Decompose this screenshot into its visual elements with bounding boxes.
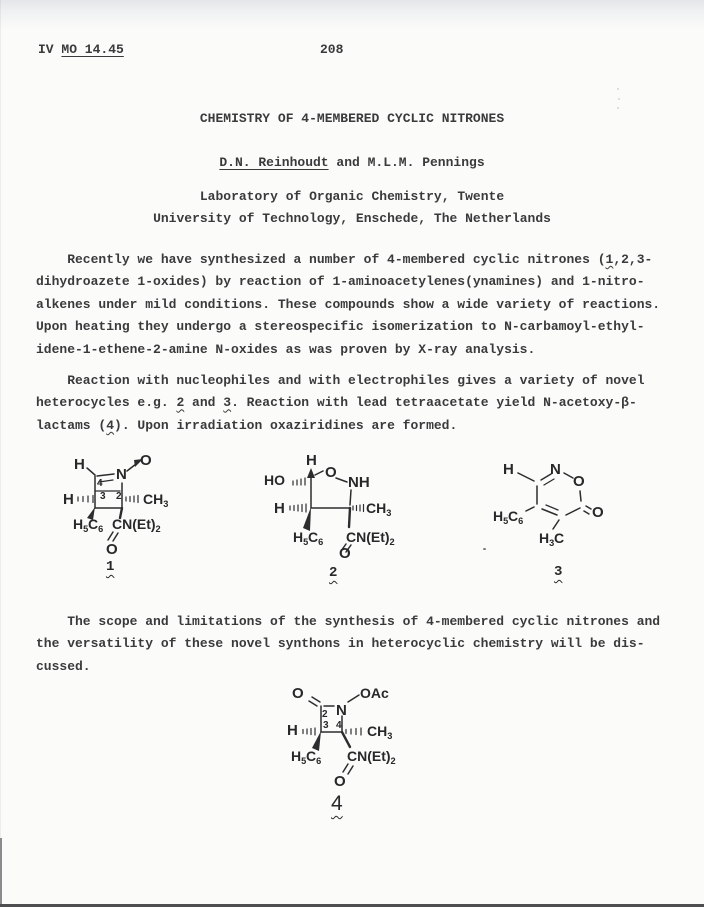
tilde-marked-number: 4 [106,417,115,433]
abstract-title: CHEMISTRY OF 4-MEMBERED CYCLIC NITRONES [199,111,505,126]
atom-label-carbonyl-o: O [106,541,118,558]
atom-label-nh: NH [348,474,370,491]
atom-label-n: N [336,702,347,719]
text-line: dihydroazete 1-oxides) by reaction of 1-aminoacetylenes(ynamines) and 1-nitro- [36,274,645,290]
ring-position-4: 4 [336,720,342,731]
compound-number-2 [329,566,337,581]
text-line: Reaction with nucleophiles and with electrophiles gives a variety of novel [36,373,645,388]
substituent-hydroxyl: HO [264,472,285,488]
text-line: idene-1-ethene-2-amine N-oxides as was proven by X-ray analysis. [36,341,536,357]
substituent-methyl: $CH_3$ [367,723,393,741]
atom-label-h: H [74,456,85,473]
scan-edge-left-bottom [0,838,2,907]
atom-label-carbonyl-o: O [339,545,351,562]
substituent-methyl: $H_3C$ [539,530,565,548]
paragraph-1 [36,249,660,361]
atom-label-h: H [503,461,514,478]
structure-4 [268,686,458,831]
page-header [0,42,704,102]
author-coauthors: and M.L.M. Pennings [328,155,485,170]
tilde-marked-number: 1 [605,252,614,267]
substituent-phenyl: $H_5C_6$ [73,516,103,534]
substituent-amide: $CN(Et)_2$ [112,516,161,534]
scan-speck [618,98,620,100]
tilde-marked-number: 2 [329,565,338,581]
author-presenting: D.N. Reinhoudt [219,155,329,170]
text-line: cussed. [36,658,91,674]
substituent-phenyl: $H_5C_6$ [291,748,321,766]
substituent-phenyl: $H_5C_6$ [493,508,523,526]
text-line: alkenes under mild conditions. These compounds show a wide variety of reactions. [36,296,661,312]
session-roman: IV [38,42,62,57]
compound-number-1 [106,560,114,575]
atom-label-ring-o: O [573,473,585,490]
page-number: 208 [320,42,344,57]
authors-line [0,155,704,170]
session-number: MO 14.45 [61,42,124,57]
text-line: heterocycles e.g. 2 and 3. Reaction with lead tetraacetate yield N-acetoxy-β- [36,395,637,411]
ring-position-3: 3 [323,720,329,731]
tilde-marked-number: 2 [176,395,185,411]
compound-number-3 [554,565,562,580]
ring-position-2: 2 [116,491,122,502]
substituent-amide: $CN(Et)_2$ [346,529,395,547]
structure-1 [50,448,240,588]
atom-label-ring-o: O [325,464,337,481]
atom-label-h-c4: H [274,500,285,517]
structure-2-bonds [262,445,447,585]
substituent-oac: OAc [360,685,389,701]
text-line: Laboratory of Organic Chemistry, Twente [199,189,505,204]
atom-label-carbonyl-o: O [334,773,346,790]
scan-speck [483,548,486,550]
substituent-phenyl: $H_5C_6$ [293,529,323,547]
compound-number-4 [331,792,343,815]
atom-label-n: N [116,466,127,483]
text-line: The scope and limitations of the synthesis of 4-membered cyclic nitrones and [36,614,661,629]
session-code [38,42,124,57]
ring-position-2: 2 [322,709,328,720]
structure-2 [262,445,447,585]
atom-label-h: H [306,452,317,469]
tilde-marked-number: 1 [106,559,115,575]
scan-speck [617,107,619,109]
substituent-methyl: $CH_3$ [143,491,169,509]
ring-position-4: 4 [97,478,103,489]
substituent-amide: $CN(Et)_2$ [347,748,396,766]
text-line: lactams (4). Upon irradiation oxaziridines are formed. [36,417,458,433]
substituent-methyl: $CH_3$ [366,500,392,518]
scan-edge-left [0,0,1,907]
atom-label-h-c3: H [63,491,74,508]
text-line: University of Technology, Enschede, The Netherlands [153,211,551,227]
ring-position-3: 3 [100,491,106,502]
text-line: Recently we have synthesized a number of 4-membered cyclic nitrones (1,2,3- [36,252,653,267]
paragraph-2 [36,370,645,437]
atom-label-h-c3: H [287,722,298,739]
atom-label-carbonyl-o-top: O [292,685,304,702]
text-line: Upon heating they undergo a stereospecific isomerization to N-carbamoyl-ethyl- [36,319,645,335]
tilde-marked-number: 3 [223,395,232,411]
atom-label-oxide-o: O [140,452,152,469]
atom-label-carbonyl-o: O [592,504,604,521]
affiliation [0,186,704,231]
tilde-marked-number: 3 [554,564,563,580]
tilde-marked-number: 4 [331,792,343,815]
paragraph-3 [36,611,660,678]
text-line: the versatility of these novel synthons in heterocyclic chemistry will be dis- [36,636,645,652]
scan-shading-top [0,0,704,30]
scan-speck [617,88,619,90]
structure-3 [485,445,660,590]
atom-label-n: N [550,461,561,478]
